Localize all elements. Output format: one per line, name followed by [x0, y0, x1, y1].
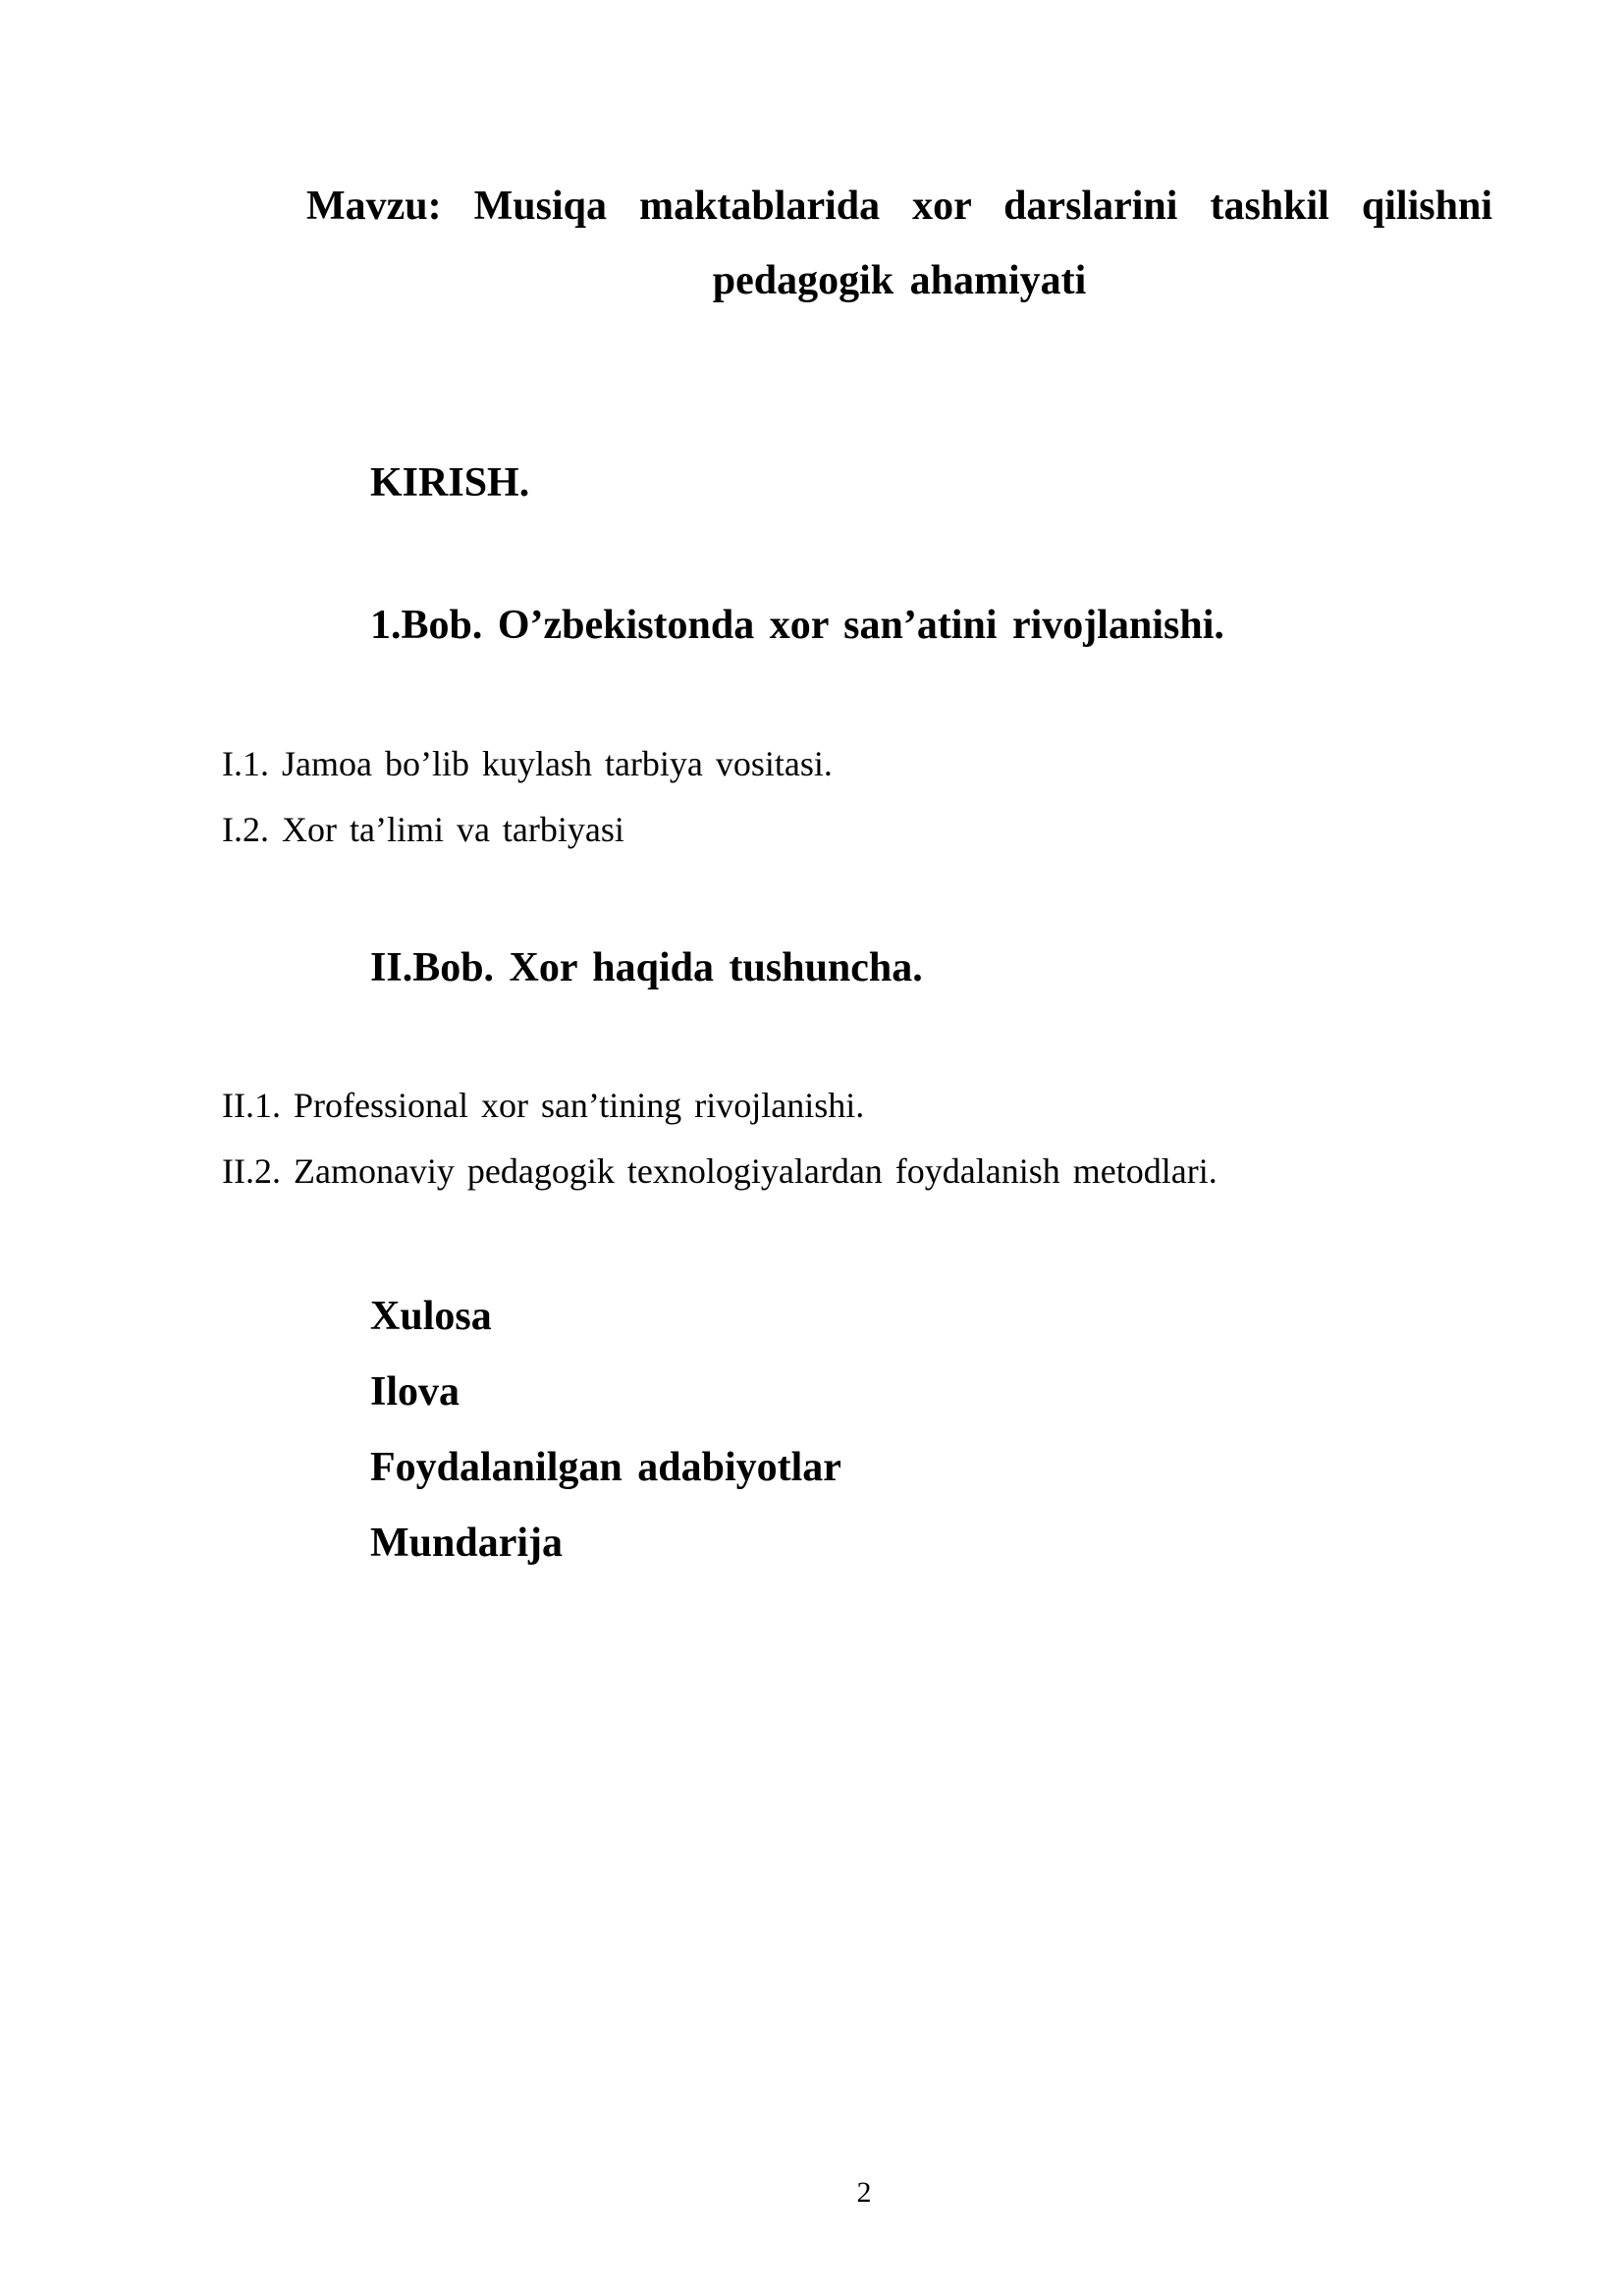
document-title: Mavzu: Musiqa maktablarida xor darslarini tashkil qilishni pedagogik ahamiyati	[306, 184, 1492, 303]
closing-item-mundarija: Mundarija	[370, 1521, 564, 1566]
section-1-2: I.2. Xor ta’limi va tarbiyasi	[222, 810, 624, 849]
closing-item-ilova: Ilova	[370, 1369, 460, 1415]
page-number: 2	[856, 2176, 872, 2209]
closing-item-adabiyotlar: Foydalanilgan adabiyotlar	[370, 1445, 841, 1490]
section-2-1: II.1. Professional xor san’tining rivojlanishi.	[222, 1086, 865, 1125]
chapter-2-heading: II.Bob. Xor haqida tushuncha.	[370, 945, 923, 990]
section-1-1: I.1. Jamoa bo’lib kuylash tarbiya vositasi.	[222, 744, 833, 783]
closing-list	[370, 1279, 841, 1581]
closing-item-xulosa: Xulosa	[370, 1294, 492, 1339]
section-2-2: II.2. Zamonaviy pedagogik texnologiyalardan foydalanish metodlari.	[222, 1151, 1218, 1191]
chapter-1-heading: 1.Bob. O’zbekistonda xor san’atini rivojlanishi.	[370, 603, 1224, 648]
intro-heading: KIRISH.	[370, 460, 530, 506]
